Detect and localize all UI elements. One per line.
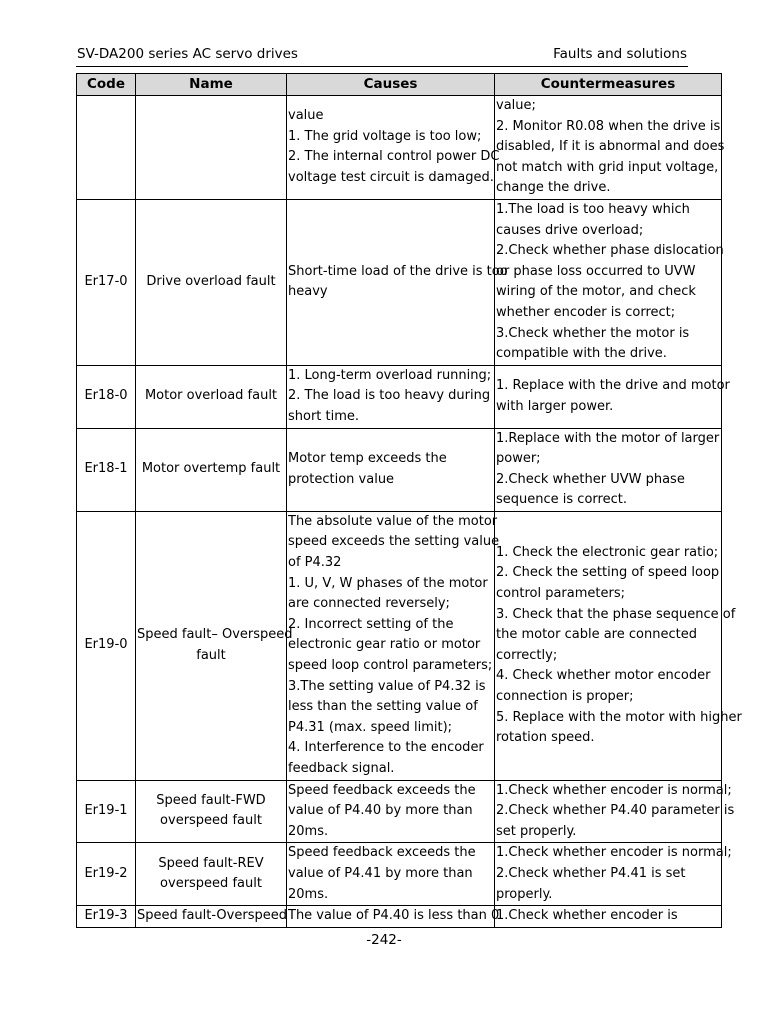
fault-name-line: Speed fault-FWD xyxy=(156,792,266,808)
fault-causes-cell xyxy=(287,365,495,428)
table-row xyxy=(77,511,722,780)
fault-countermeasures-line: 1.Check whether encoder is normal; xyxy=(496,782,732,798)
fault-countermeasures-line: control parameters; xyxy=(496,585,625,601)
fault-causes-line: 1. The grid voltage is too low; xyxy=(288,128,482,144)
fault-table xyxy=(76,73,742,928)
fault-countermeasures-cell xyxy=(495,199,722,365)
fault-countermeasures-line: sequence is correct. xyxy=(496,492,627,508)
fault-causes-line: value xyxy=(288,108,324,124)
fault-name-cell xyxy=(136,199,287,365)
fault-countermeasures-line: 1.Check whether encoder is xyxy=(496,908,678,924)
fault-name-line: Speed fault-Overspeed xyxy=(137,908,287,924)
fault-causes-line: 2. Incorrect setting of the xyxy=(288,616,454,632)
fault-countermeasures-line: 2.Check whether UVW phase xyxy=(496,471,685,487)
fault-causes-cell xyxy=(287,96,500,200)
fault-countermeasures-cell xyxy=(495,428,722,511)
fault-causes-line: value of P4.41 by more than xyxy=(288,865,473,881)
fault-causes-line: protection value xyxy=(288,471,395,487)
fault-countermeasures-line: causes drive overload; xyxy=(496,222,644,238)
fault-name-cell xyxy=(136,96,287,200)
table-body xyxy=(77,96,742,928)
fault-name-cell xyxy=(136,906,287,928)
fault-name-cell xyxy=(136,428,287,511)
fault-causes-line: Motor temp exceeds the xyxy=(288,451,447,467)
table-row xyxy=(77,906,722,928)
fault-causes-line: Speed feedback exceeds the xyxy=(288,845,476,861)
fault-causes-cell xyxy=(287,843,495,906)
table-row xyxy=(77,780,722,843)
header-title: SV-DA200 series AC servo drives xyxy=(77,46,298,62)
fault-countermeasures-line: disabled, If it is abnormal and does xyxy=(496,139,725,155)
fault-countermeasures-line: 1.Check whether encoder is normal; xyxy=(496,845,732,861)
fault-causes-line: 4. Interference to the encoder xyxy=(288,740,484,756)
fault-name-cell xyxy=(136,843,287,906)
fault-countermeasures-line: 1. Check the electronic gear ratio; xyxy=(496,544,719,560)
fault-countermeasures-line: 1.Replace with the motor of larger xyxy=(496,430,720,446)
fault-causes-line: 2. The load is too heavy during xyxy=(288,388,491,404)
fault-countermeasures-line: 2. Monitor R0.08 when the drive is xyxy=(496,118,721,134)
fault-name-cell xyxy=(136,511,293,780)
fault-code-cell: Er19-2 xyxy=(77,843,136,906)
fault-causes-cell xyxy=(287,199,508,365)
fault-causes-line: speed loop control parameters; xyxy=(288,658,493,674)
fault-code-cell xyxy=(77,96,136,200)
fault-causes-line: 3.The setting value of P4.32 is xyxy=(288,678,486,694)
fault-causes-line: 1. Long-term overload running; xyxy=(288,367,492,383)
fault-countermeasures-line: the motor cable are connected xyxy=(496,627,697,643)
fault-countermeasures-line: rotation speed. xyxy=(496,730,595,746)
fault-countermeasures-line: 3. Check that the phase sequence of xyxy=(496,606,736,622)
fault-countermeasures-line: or phase loss occurred to UVW xyxy=(496,263,696,279)
fault-causes-line: value of P4.40 by more than xyxy=(288,803,473,819)
fault-countermeasures-line: compatible with the drive. xyxy=(496,346,667,362)
table-row xyxy=(77,428,722,511)
fault-countermeasures-line: power; xyxy=(496,451,541,467)
fault-name-line: Speed fault– Overspeed xyxy=(137,627,293,643)
fault-causes-cell xyxy=(287,906,500,928)
fault-countermeasures-line: 5. Replace with the motor with higher xyxy=(496,709,742,725)
fault-causes-line: P4.31 (max. speed limit); xyxy=(288,719,453,735)
fault-countermeasures-line: connection is proper; xyxy=(496,688,634,704)
fault-countermeasures-line: with larger power. xyxy=(496,398,614,414)
fault-causes-line: voltage test circuit is damaged. xyxy=(288,170,494,186)
fault-name-line: Drive overload fault xyxy=(146,274,276,290)
fault-code-cell: Er17-0 xyxy=(77,199,136,365)
fault-causes-line: 1. U, V, W phases of the motor xyxy=(288,575,488,591)
column-header-name: Name xyxy=(136,74,287,96)
fault-causes-line: short time. xyxy=(288,408,360,424)
fault-name-line: Speed fault-REV xyxy=(158,855,264,871)
fault-causes-line: Short-time load of the drive is too xyxy=(288,263,508,279)
fault-causes-line: 2. The internal control power DC xyxy=(288,149,500,165)
header-section: Faults and solutions xyxy=(553,46,687,62)
fault-causes-line: are connected reversely; xyxy=(288,596,450,612)
fault-countermeasures-line: value; xyxy=(496,98,536,113)
fault-countermeasures-line: 2.Check whether P4.41 is set xyxy=(496,865,686,881)
table-row xyxy=(77,843,722,906)
fault-countermeasures-line: wiring of the motor, and check xyxy=(496,284,696,300)
table-header-row xyxy=(77,74,722,96)
fault-causes-line: electronic gear ratio or motor xyxy=(288,637,481,653)
fault-countermeasures-line: change the drive. xyxy=(496,180,611,196)
fault-countermeasures-line: 2.Check whether phase dislocation xyxy=(496,243,724,259)
fault-code-cell: Er18-1 xyxy=(77,428,136,511)
fault-causes-line: less than the setting value of xyxy=(288,699,478,715)
fault-countermeasures-line: not match with grid input voltage, xyxy=(496,159,719,175)
column-header-countermeasures: Countermeasures xyxy=(495,74,722,96)
page-number: -242- xyxy=(366,932,402,948)
fault-causes-cell xyxy=(287,511,500,780)
fault-name-line: Motor overtemp fault xyxy=(141,461,281,477)
fault-code-cell: Er19-1 xyxy=(77,780,136,843)
fault-countermeasures-line: 1. Replace with the drive and motor xyxy=(496,378,730,394)
column-header-code: Code xyxy=(77,74,136,96)
fault-countermeasures-line: correctly; xyxy=(496,647,558,663)
fault-name-cell xyxy=(136,365,287,428)
fault-name-cell xyxy=(136,780,287,843)
header-rule xyxy=(76,66,688,67)
fault-name-line: Motor overload fault xyxy=(144,388,278,404)
fault-code-cell: Er18-0 xyxy=(77,365,136,428)
fault-causes-line: 20ms. xyxy=(288,886,329,902)
column-header-causes: Causes xyxy=(287,74,495,96)
fault-countermeasures-line: 1.The load is too heavy which xyxy=(496,201,690,217)
fault-countermeasures-cell xyxy=(495,843,732,906)
fault-countermeasures-cell xyxy=(495,906,722,928)
fault-code-cell: Er19-3 xyxy=(77,906,136,928)
fault-causes-line: 20ms. xyxy=(288,823,329,839)
fault-causes-line: The absolute value of the motor xyxy=(288,513,498,529)
fault-name-line: fault xyxy=(196,647,226,663)
fault-countermeasures-cell xyxy=(495,365,730,428)
fault-countermeasures-cell xyxy=(495,780,735,843)
fault-causes-line: The value of P4.40 is less than 0 xyxy=(288,908,500,924)
fault-causes-line: feedback signal. xyxy=(288,761,395,776)
fault-countermeasures-line: whether encoder is correct; xyxy=(496,304,676,320)
fault-name-line: overspeed fault xyxy=(160,813,262,829)
fault-causes-cell xyxy=(287,780,495,843)
fault-countermeasures-line: 2.Check whether P4.40 parameter is xyxy=(496,803,735,819)
fault-code-cell: Er19-0 xyxy=(77,511,136,780)
table-row xyxy=(77,96,722,200)
fault-countermeasures-cell xyxy=(495,511,742,780)
fault-causes-line: heavy xyxy=(288,284,328,300)
fault-causes-cell xyxy=(287,428,495,511)
fault-countermeasures-line: set properly. xyxy=(496,823,577,839)
fault-countermeasures-line: properly. xyxy=(496,886,553,902)
fault-causes-line: Speed feedback exceeds the xyxy=(288,782,476,798)
table-row xyxy=(77,365,722,428)
table-row xyxy=(77,199,722,365)
fault-causes-line: speed exceeds the setting value xyxy=(288,534,500,550)
fault-countermeasures-cell xyxy=(495,96,725,200)
fault-causes-line: of P4.32 xyxy=(288,555,342,571)
fault-name-line: overspeed fault xyxy=(160,876,262,892)
fault-countermeasures-line: 3.Check whether the motor is xyxy=(496,325,690,341)
fault-countermeasures-line: 4. Check whether motor encoder xyxy=(496,668,711,684)
fault-countermeasures-line: 2. Check the setting of speed loop xyxy=(496,565,720,581)
